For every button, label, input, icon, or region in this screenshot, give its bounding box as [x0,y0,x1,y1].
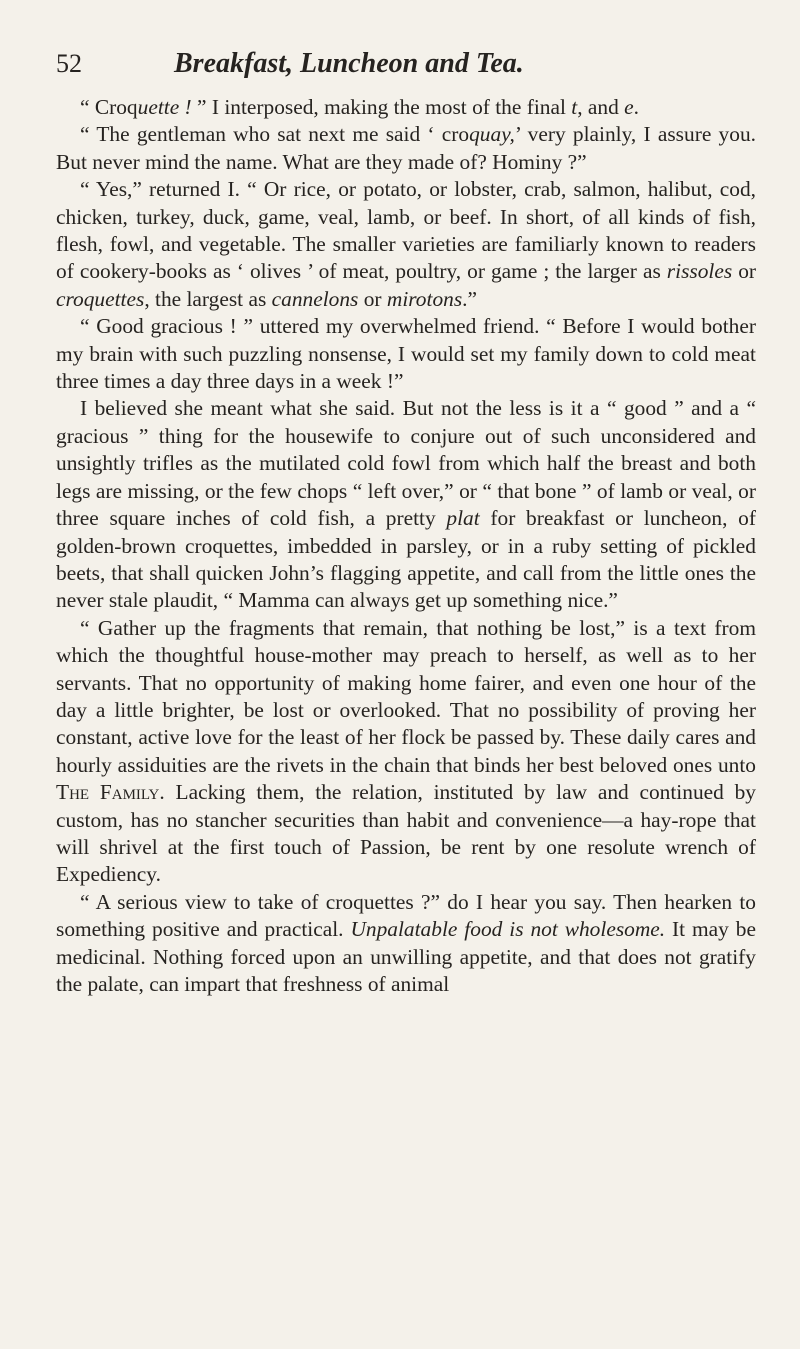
paragraph-1: “ Croquette ! ” I interposed, making the most of the final t, and e. [80,95,640,119]
paragraph-6: “ Gather up the fragments that remain, that nothing be lost,” is a text from which the thoughtful house-mother may preach to herself, as well as to her servants. That no opportunity of making home fairer, and even one hour of the day a little brighter, be lost or overlooked. That no possibility of proving her constant, active love for the least of her flock be passed by. These daily cares and hourly assiduities are the rivets in the chain that binds her best beloved ones unto The Family. Lacking them, the relation, instituted by law and continued by custom, has no stancher securities than habit and convenience—a hay-rope that will shrivel at the first touch of Passion, be rent by one resolute wrench of Expediency. [56,615,756,887]
paragraph-7: “ A serious view to take of croquettes ?” do I hear you say. Then hearken to something positive and practical. Unpalatable food is not wholesome. It may be medicinal. Nothing forced upon an unwilling appetite, and that does not gratify the palate, can impart that freshness of animal [56,889,756,996]
running-head [56,48,756,84]
paragraph-3: “ Yes,” returned I. “ Or rice, or potato, or lobster, crab, salmon, halibut, cod, chicken, turkey, duck, game, veal, lamb, or beef. In short, of all kinds of fish, flesh, fowl, and vegetable. The smaller varieties are familiarly known to readers of cookery-books as ‘ olives ’ of meat, poultry, or game ; the larger as rissoles or croquettes, the largest as cannelons or mirotons.” [56,177,757,311]
paragraph-2: “ The gentleman who sat next me said ‘ croquay,’ very plainly, I assure you. But never mind the name. What are they made of? Hominy ?” [56,122,756,174]
paragraph-5: I believed she meant what she said. But not the less is it a “ good ” and a “ gracious ” thing for the housewife to conjure out of such unconsidered and unsightly trifles as the mutilated cold fowl from which half the breast and both legs are missing, or the few chops “ left over,” or “ that bone ” of lamb or veal, or three square inches of cold fish, a pretty plat for breakfast or luncheon, of golden-brown croquettes, imbedded in parsley, or in a ruby setting of pickled beets, that shall quicken John’s flagging appetite, and call from the little ones the never stale plaudit, “ Mamma can always get up something nice.” [56,396,756,613]
body-text [56,94,756,998]
paragraph-4: “ Good gracious ! ” uttered my overwhelmed friend. “ Before I would bother my brain with such puzzling nonsense, I would set my family down to cold meat three times a day three days in a week !” [56,314,756,394]
running-title: Breakfast, Luncheon and Tea. [174,48,524,79]
page-number: 52 [56,49,82,78]
